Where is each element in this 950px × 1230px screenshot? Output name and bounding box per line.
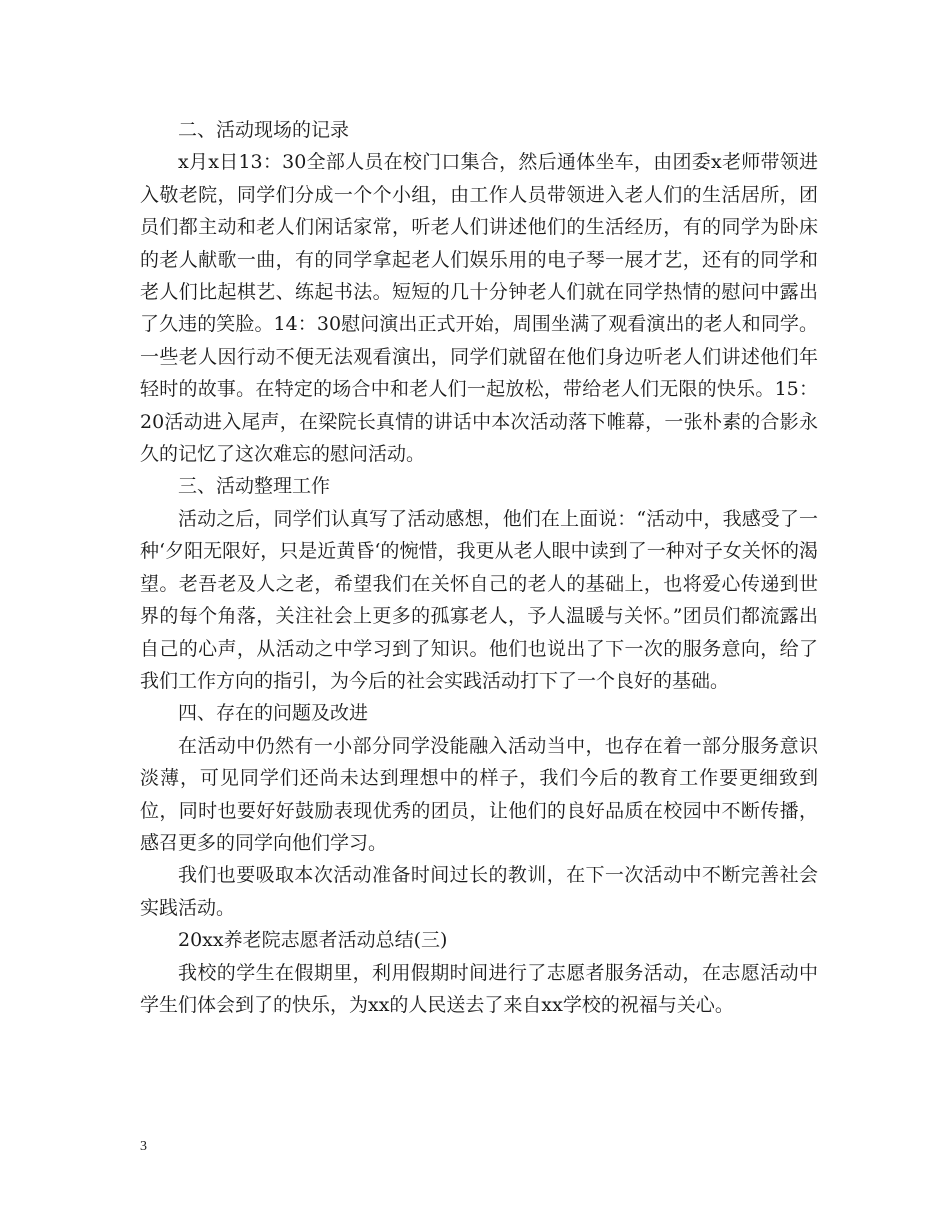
document-body bbox=[140, 114, 818, 1021]
section-heading-followup-work: 三、活动整理工作 bbox=[178, 475, 331, 498]
paragraph-followup-work: 活动之后，同学们认真写了活动感想，他们在上面说：“活动中，我感受了一种‘夕阳无限好，只是近黄昏‘的惋惜，我更从老人眼中读到了一种对子女关怀的渴望。老吾老及人之老，希望我们在关怀自己的老人的基础上，也将爱心传递到世界的每个角落，关注社会上更多的孤寡老人，予人温暖与关怀。”团员们都流露出自己的心声，从活动之中学习到了知识。他们也说出了下一次的服务意向，给了我们工作方向的指引，为今后的社会实践活动打下了一个良好的基础。 bbox=[140, 507, 818, 692]
section-heading-problems: 四、存在的问题及改进 bbox=[178, 702, 369, 725]
article-title-summary-three: 20xx养老院志愿者活动总结(三) bbox=[178, 929, 448, 952]
paragraph-lessons: 我们也要吸取本次活动准备时间过长的教训，在下一次活动中不断完善社会实践活动。 bbox=[140, 864, 818, 919]
page-number: 3 bbox=[140, 1139, 147, 1154]
paragraph-summary-three-intro: 我校的学生在假期里，利用假期时间进行了志愿者服务活动，在志愿活动中学生们体会到了的快乐，为xx的人民送去了来自xx学校的祝福与关心。 bbox=[140, 961, 818, 1016]
paragraph-problems: 在活动中仍然有一小部分同学没能融入活动当中，也存在着一部分服务意识淡薄，可见同学们还尚未达到理想中的样子，我们今后的教育工作要更细致到位，同时也要好好鼓励表现优秀的团员，让他们的良好品质在校园中不断传播，感召更多的同学向他们学习。 bbox=[140, 734, 818, 854]
paragraph-on-site-record: x月x日13：30全部人员在校门口集合，然后通体坐车，由团委x老师带领进入敬老院，同学们分成一个个小组，由工作人员带领进入老人们的生活居所，团员们都主动和老人们闲话家常，听老人们讲述他们的生活经历，有的同学为卧床的老人献歌一曲，有的同学拿起老人们娱乐用的电子琴一展才艺，还有的同学和老人们比起棋艺、练起书法。短短的几十分钟老人们就在同学热情的慰问中露出了久违的笑脸。14：30慰问演出正式开始，周围坐满了观看演出的老人和同学。一些老人因行动不便无法观看演出，同学们就留在他们身边听老人们讲述他们年轻时的故事。在特定的场合中和老人们一起放松，带给老人们无限的快乐。15：20活动进入尾声，在梁院长真情的讲话中本次活动落下帷幕，一张朴素的合影永久的记忆了这次难忘的慰问活动。 bbox=[140, 151, 818, 466]
section-heading-on-site-record: 二、活动现场的记录 bbox=[178, 119, 350, 141]
